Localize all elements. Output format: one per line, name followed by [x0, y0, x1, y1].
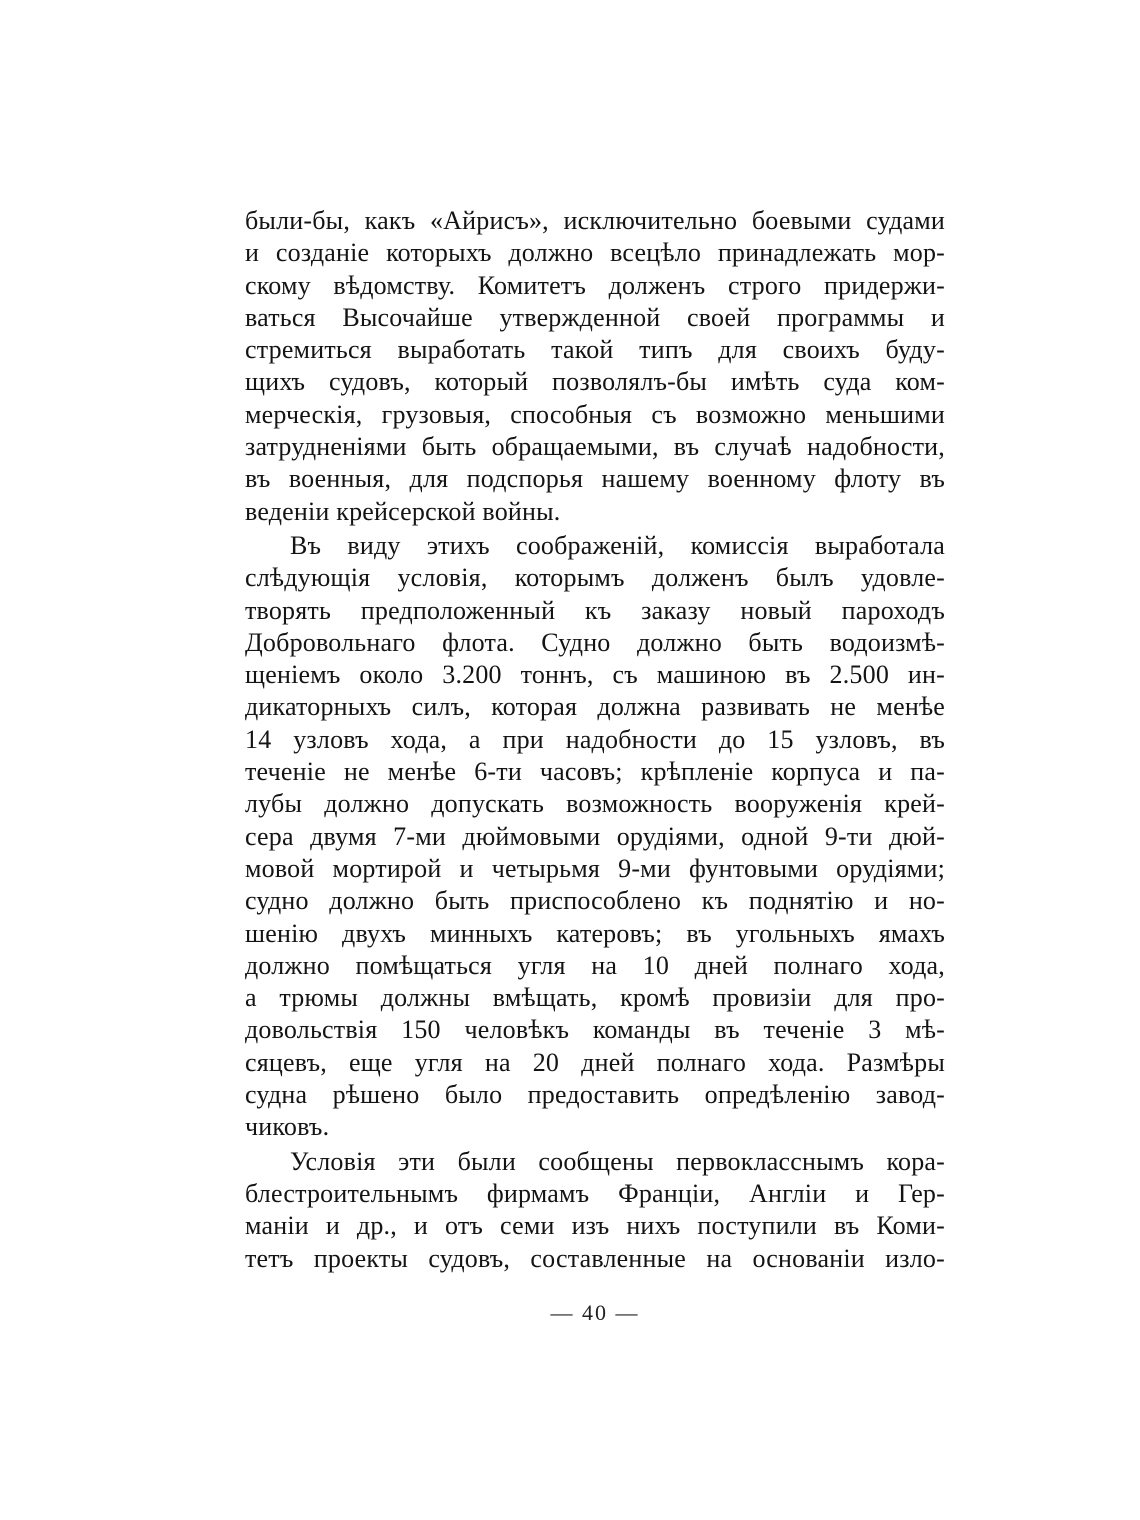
text-line: творять предположенный къ заказу новый пароходъ	[245, 595, 945, 625]
text-line: щеніемъ около 3.200 тоннъ, съ машиною въ 2.500 ин-	[245, 660, 945, 690]
text-line: въ военныя, для подспорья нашему военному флоту въ	[245, 464, 945, 494]
text-line: мерческія, грузовыя, способныя съ возможно меньшими	[245, 399, 945, 429]
text-line: щихъ судовъ, который позволялъ-бы имѣть суда ком-	[245, 367, 945, 397]
text-line: Добровольнаго флота. Судно должно быть водоизмѣ-	[245, 627, 945, 657]
paragraph-1	[245, 205, 945, 528]
text-line: судна рѣшено было предоставить опредѣленію завод-	[245, 1080, 945, 1110]
text-line: сера двумя 7-ми дюймовыми орудіями, одной 9-ти дюй-	[245, 821, 945, 851]
text-line: тетъ проекты судовъ, составленные на основаніи изло-	[245, 1243, 945, 1273]
text-line: слѣдующія условія, которымъ долженъ былъ удовле-	[245, 563, 945, 593]
paragraph-3	[245, 1146, 945, 1275]
text-line: довольствія 150 человѣкъ команды въ теченіе 3 мѣ-	[245, 1015, 945, 1045]
text-line: теченіе не менѣе 6-ти часовъ; крѣпленіе корпуса и па-	[245, 757, 945, 787]
page-body	[245, 205, 945, 1277]
text-line: дикаторныхъ силъ, которая должна развивать не менѣе	[245, 692, 945, 722]
text-line: были-бы, какъ «Айрисъ», исключительно боевыми судами	[245, 206, 945, 235]
text-line: Въ виду этихъ соображеній, комиссія выработала	[290, 530, 945, 560]
text-line: чиковъ.	[245, 1112, 330, 1142]
text-line: сяцевъ, еще угля на 20 дней полнаго хода. Размѣры	[245, 1047, 945, 1077]
text-line: лубы должно допускать возможность вооруженія крей-	[245, 789, 945, 819]
text-line: веденіи крейсерской войны.	[245, 496, 561, 526]
text-line: ваться Высочайше утвержденной своей программы и	[245, 302, 945, 332]
text-line: мовой мортирой и четырьмя 9-ми фунтовыми орудіями;	[245, 853, 945, 883]
text-line: Условія эти были сообщены первокласснымъ кора-	[290, 1146, 945, 1176]
text-line: стремиться выработать такой типъ для своихъ буду-	[245, 335, 945, 365]
text-line: и созданіе которыхъ должно всецѣло принадлежать мор-	[245, 238, 945, 268]
text-line: затрудненіями быть обращаемыми, въ случаѣ надобности,	[245, 432, 945, 462]
text-line: блестроительнымъ фирмамъ Франціи, Англіи и Гер-	[245, 1178, 945, 1208]
text-line: 14 узловъ хода, а при надобности до 15 узловъ, въ	[245, 724, 945, 754]
text-line: шенію двухъ минныхъ катеровъ; въ угольныхъ ямахъ	[245, 918, 945, 948]
text-line: маніи и др., и отъ семи изъ нихъ поступили въ Коми-	[245, 1211, 945, 1241]
page-number: — 40 —	[550, 1300, 640, 1325]
text-line: судно должно быть приспособлено къ поднятію и но-	[245, 886, 945, 916]
text-line: скому вѣдомству. Комитетъ долженъ строго придержи-	[245, 270, 945, 300]
text-line: а трюмы должны вмѣщать, кромѣ провизіи для про-	[245, 983, 945, 1013]
text-line: должно помѣщаться угля на 10 дней полнаго хода,	[245, 950, 945, 980]
paragraph-2	[245, 530, 945, 1144]
